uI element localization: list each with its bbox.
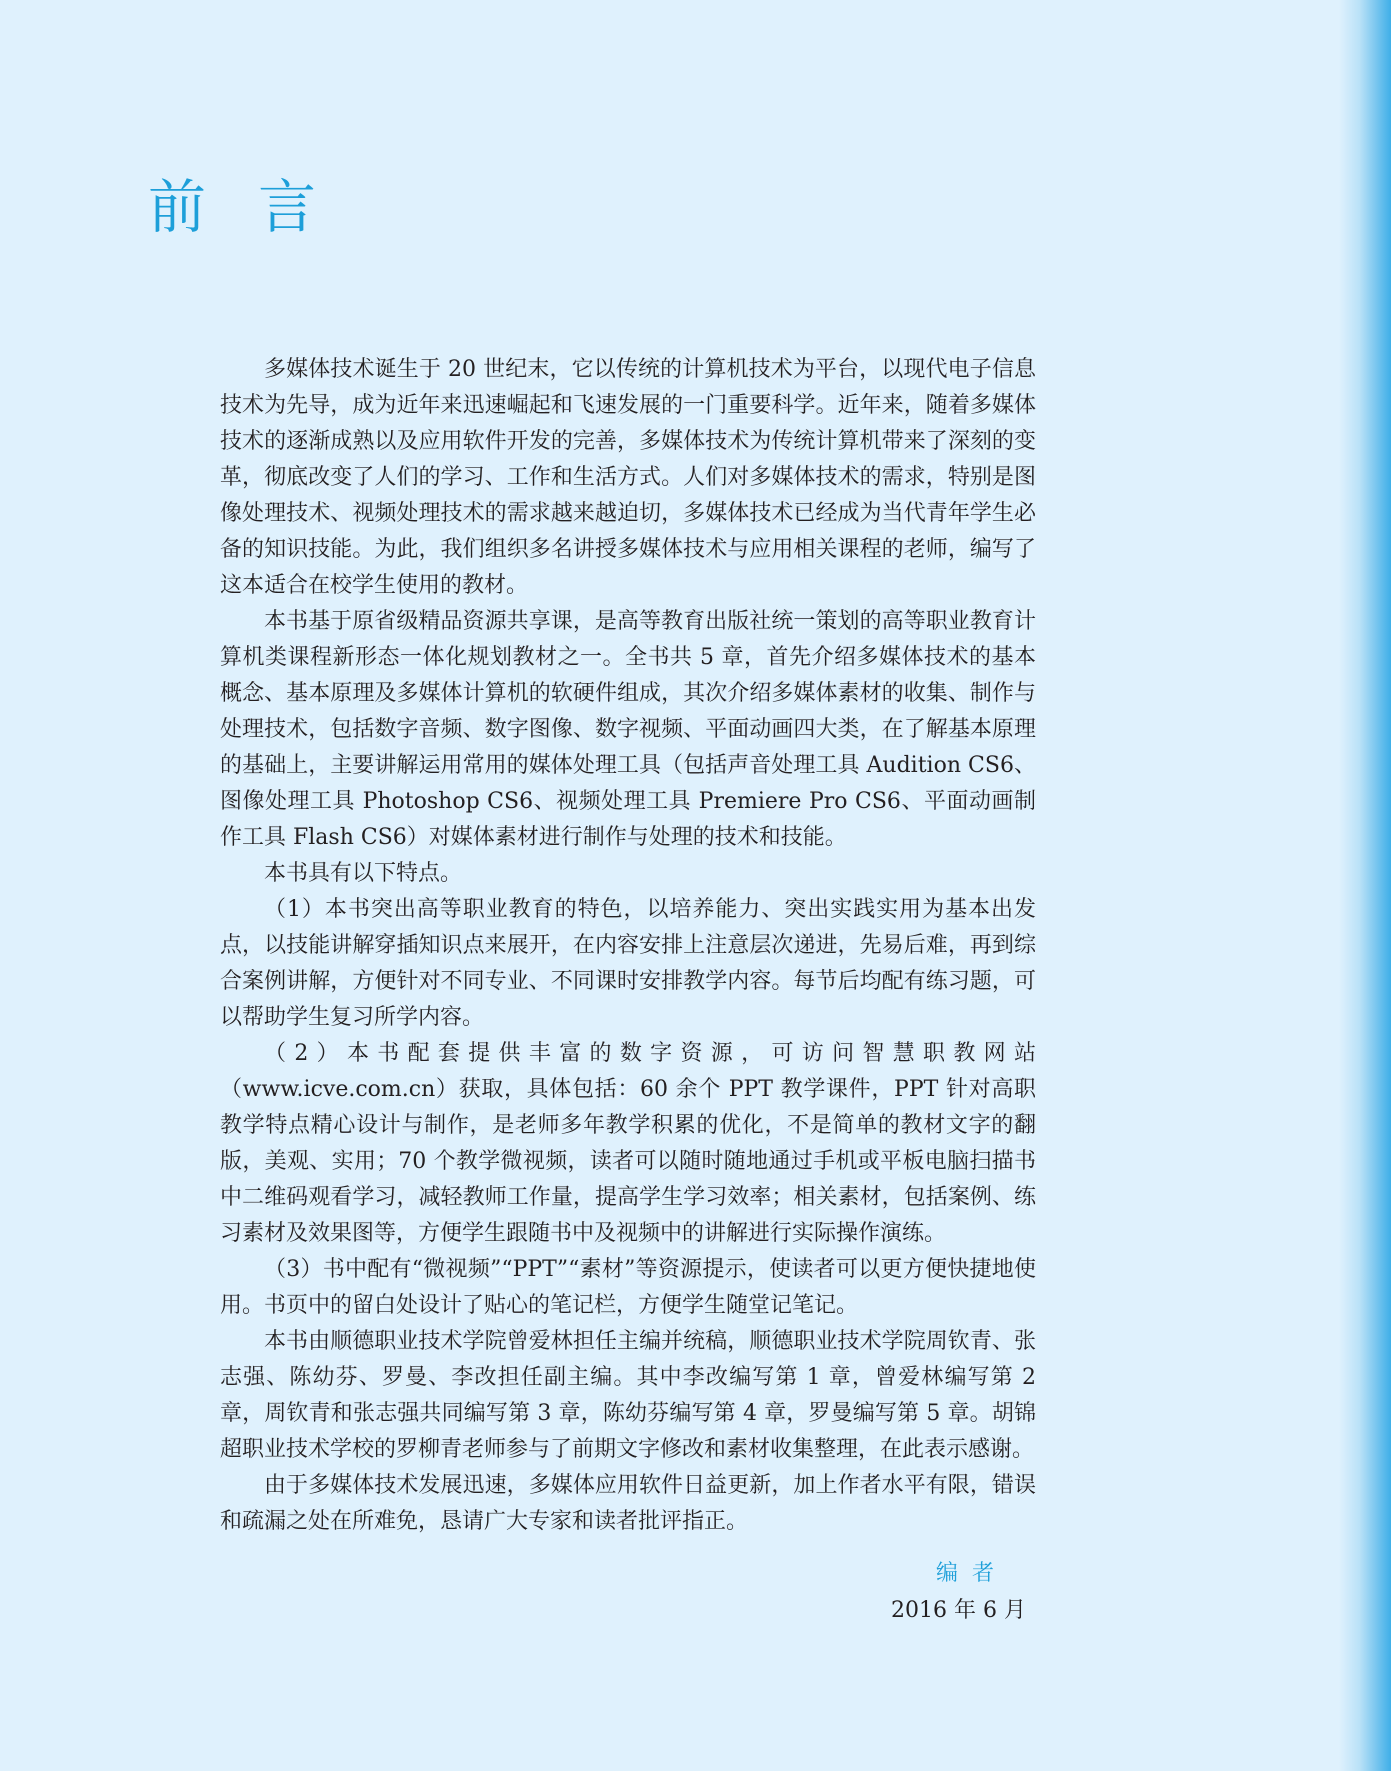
paragraph-intro: 多媒体技术诞生于 20 世纪末，它以传统的计算机技术为平台，以现代电子信息技术为先导，成为近年来迅速崛起和飞速发展的一门重要科学。近年来，随着多媒体技术的逐渐成熟以及应用软件开发的完善，多媒体技术为传统计算机带来了深刻的变革，彻底改变了人们的学习、工作和生活方式。人们对多媒体技术的需求，特别是图像处理技术、视频处理技术的需求越来越迫切，多媒体技术已经成为当代青年学生必备的知识技能。为此，我们组织多名讲授多媒体技术与应用相关课程的老师，编写了这本适合在校学生使用的教材。 [220, 357, 1036, 598]
signature-block [860, 1555, 1026, 1629]
paragraph-closing: 由于多媒体技术发展迅速，多媒体应用软件日益更新，加上作者水平有限，错误和疏漏之处在所难免，恳请广大专家和读者批评指正。 [220, 1473, 1036, 1534]
paragraph-authors: 本书由顺德职业技术学院曾爱林担任主编并统稿，顺德职业技术学院周钦青、张志强、陈幼芬、罗曼、李改担任副主编。其中李改编写第 1 章，曾爱林编写第 2 章，周钦青和张志强共同编写第 3 章，陈幼芬编写第 4 章，罗曼编写第 5 章。胡锦超职业技术学校的罗柳青老师参与了前期文字修改和素材收集整理，在此表示感谢。 [220, 1329, 1036, 1462]
page-edge-strip [1339, 0, 1391, 1771]
signature-author: 编者 [935, 1561, 1008, 1586]
paragraph-feature-3: （3）书中配有“微视频”“PPT”“素材”等资源提示，使读者可以更方便快捷地使用。书页中的留白处设计了贴心的笔记栏，方便学生随堂记笔记。 [220, 1257, 1036, 1318]
paragraph-feature-2: （2）本书配套提供丰富的数字资源，可访问智慧职教网站（www.icve.com.cn）获取，具体包括：60 余个 PPT 教学课件，PPT 针对高职教学特点精心设计与制作，是老师多年教学积累的优化，不是简单的教材文字的翻版，美观、实用；70 个教学微视频，读者可以随时随地通过手机或平板电脑扫描书中二维码观看学习，减轻教师工作量，提高学生学习效率；相关素材，包括案例、练习素材及效果图等，方便学生跟随书中及视频中的讲解进行实际操作演练。 [220, 1041, 1036, 1246]
paragraph-book-overview: 本书基于原省级精品资源共享课，是高等教育出版社统一策划的高等职业教育计算机类课程新形态一体化规划教材之一。全书共 5 章，首先介绍多媒体技术的基本概念、基本原理及多媒体计算机的软硬件组成，其次介绍多媒体素材的收集、制作与处理技术，包括数字音频、数字图像、数字视频、平面动画四大类，在了解基本原理的基础上，主要讲解运用常用的媒体处理工具（包括声音处理工具 Audition CS6、图像处理工具 Photoshop CS6、视频处理工具 Premiere Pro CS6、平面动画制作工具 Flash CS6）对媒体素材进行制作与处理的技术和技能。 [220, 609, 1036, 850]
paragraph-feature-1: （1）本书突出高等职业教育的特色，以培养能力、突出实践实用为基本出发点，以技能讲解穿插知识点来展开，在内容安排上注意层次递进，先易后难，再到综合案例讲解，方便针对不同专业、不同课时安排教学内容。每节后均配有练习题，可以帮助学生复习所学内容。 [220, 897, 1036, 1030]
preface-body [220, 352, 1036, 1540]
paragraph-features-intro: 本书具有以下特点。 [264, 861, 463, 886]
signature-date: 2016 年 6 月 [891, 1598, 1026, 1623]
page-title: 前言 [148, 173, 369, 241]
